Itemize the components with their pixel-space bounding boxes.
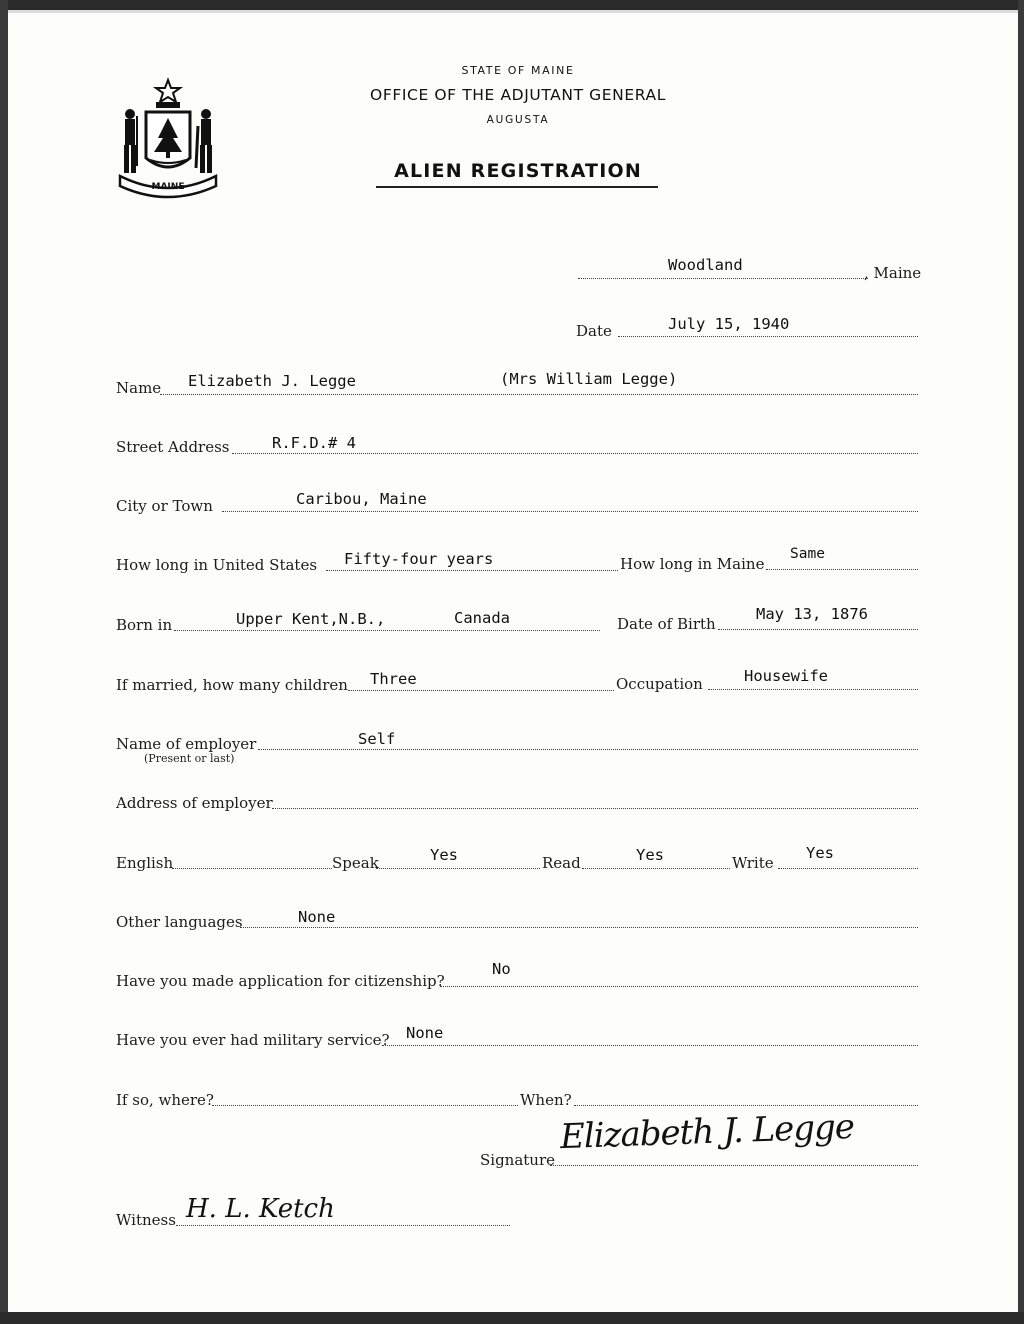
name-value: Elizabeth J. Legge xyxy=(188,372,356,390)
date-of-birth-value: May 13, 1876 xyxy=(756,605,868,623)
occupation-value: Housewife xyxy=(744,667,828,685)
city-value: Caribou, Maine xyxy=(296,490,427,508)
date-value: July 15, 1940 xyxy=(668,315,790,333)
born-in-line xyxy=(174,630,600,631)
employer-label: Name of employer xyxy=(116,735,257,753)
place-line xyxy=(578,278,868,279)
employer-note: (Present or last) xyxy=(144,752,235,765)
form-title: ALIEN REGISTRATION xyxy=(394,160,642,182)
born-in-place-value: Upper Kent,N.B., xyxy=(236,610,386,628)
scan-border-bottom xyxy=(0,1312,1024,1324)
scan-border-left xyxy=(0,0,8,1324)
citizenship-label: Have you made application for citizenship? xyxy=(116,972,445,990)
witness-line xyxy=(176,1225,510,1226)
when-label: When? xyxy=(520,1091,572,1109)
name-line xyxy=(160,394,918,395)
signature-label: Signature xyxy=(480,1151,556,1169)
occupation-line xyxy=(708,689,918,690)
how-long-maine-line xyxy=(766,569,918,570)
citizenship-line xyxy=(440,986,918,987)
date-line xyxy=(618,336,918,337)
applicant-signature: Elizabeth J. Legge xyxy=(559,1106,855,1158)
other-languages-value: None xyxy=(298,908,336,926)
how-long-maine-label: How long in Maine xyxy=(620,555,765,573)
street-address-value: R.F.D.# 4 xyxy=(272,434,356,452)
state-heading: STATE OF MAINE xyxy=(461,64,575,77)
name-alt-value: (Mrs William Legge) xyxy=(500,370,678,388)
citizenship-value: No xyxy=(492,960,511,978)
office-heading: OFFICE OF THE ADJUTANT GENERAL xyxy=(370,86,666,104)
read-value: Yes xyxy=(636,846,664,864)
military-label: Have you ever had military service? xyxy=(116,1031,390,1049)
other-languages-label: Other languages xyxy=(116,913,243,931)
title-underline xyxy=(376,186,658,188)
other-languages-line xyxy=(240,927,918,928)
born-in-country-value: Canada xyxy=(454,609,510,627)
employer-address-line xyxy=(272,808,918,809)
when-line xyxy=(574,1105,918,1106)
place-value: Woodland xyxy=(668,256,743,274)
children-line xyxy=(348,690,614,691)
born-in-label: Born in xyxy=(116,616,173,634)
where-label: If so, where? xyxy=(116,1091,214,1109)
military-value: None xyxy=(406,1024,444,1042)
how-long-us-line xyxy=(326,570,618,571)
witness-signature: H. L. Ketch xyxy=(186,1194,335,1224)
street-address-line xyxy=(232,453,918,454)
occupation-label: Occupation xyxy=(616,675,703,693)
english-line xyxy=(172,868,332,869)
write-label: Write xyxy=(732,854,774,872)
employer-address-label: Address of employer xyxy=(116,794,273,812)
date-of-birth-line xyxy=(718,629,918,630)
name-label: Name xyxy=(116,379,162,397)
how-long-maine-value: Same xyxy=(790,546,825,562)
speak-line xyxy=(376,868,540,869)
read-line xyxy=(582,868,730,869)
scan-border-top-light xyxy=(0,10,1024,13)
place-suffix: , Maine xyxy=(864,264,922,282)
scan-border-right xyxy=(1018,0,1024,1324)
write-line xyxy=(778,868,918,869)
employer-line xyxy=(258,749,918,750)
military-line xyxy=(382,1045,918,1046)
witness-label: Witness xyxy=(116,1211,176,1229)
english-label: English xyxy=(116,854,174,872)
signature-line xyxy=(550,1165,918,1166)
street-address-label: Street Address xyxy=(116,438,230,456)
city-heading: AUGUSTA xyxy=(486,114,550,126)
city-label: City or Town xyxy=(116,497,213,515)
how-long-us-label: How long in United States xyxy=(116,556,318,574)
children-label: If married, how many children xyxy=(116,676,348,694)
date-of-birth-label: Date of Birth xyxy=(617,615,716,633)
how-long-us-value: Fifty-four years xyxy=(344,550,494,568)
seal-banner-text: MAINE xyxy=(151,182,185,192)
employer-value: Self xyxy=(358,730,396,748)
read-label: Read xyxy=(542,854,581,872)
children-value: Three xyxy=(370,670,417,688)
city-line xyxy=(222,511,918,512)
date-label: Date xyxy=(576,322,612,340)
write-value: Yes xyxy=(806,844,834,862)
scan-border-top xyxy=(0,0,1024,10)
speak-label: Speak xyxy=(332,854,379,872)
speak-value: Yes xyxy=(430,846,458,864)
where-line xyxy=(212,1105,518,1106)
